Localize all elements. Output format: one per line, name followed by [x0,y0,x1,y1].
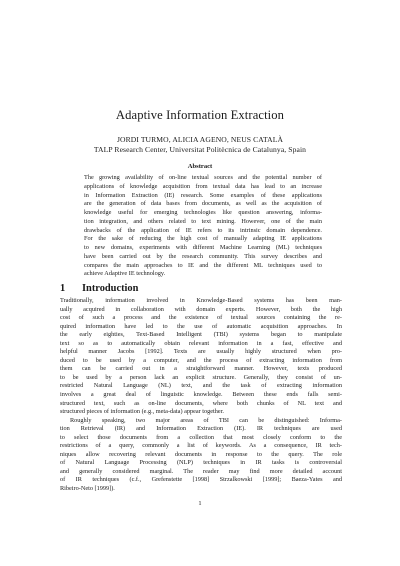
section-number: 1 [60,283,66,294]
abstract-heading: Abstract [187,163,213,170]
intro-line: to be used by a person lack an explicit structure. Generally, they consist of un- [60,373,342,381]
abstract-line: are the generation of data bases from documents, as well as the acquisition of [84,200,322,208]
intro-line: of IR techniques (c.f., Grefenstette [1998] Strzalkowski [1999]; Baeza-Yates and [60,476,342,484]
intro-line: restrictions of a query, commonly a list of keywords. As a consequence, IR tech- [60,442,342,450]
abstract-body [84,174,322,279]
intro-line: helpful manner Jacobs [1992]. Texts are usually highly structured when pro- [60,348,342,356]
abstract-line: The growing availability of on-line textual sources and the potential number of [84,174,322,181]
page-number: 1 [198,500,202,507]
intro-line: Ribeiro-Neto [1999]). [60,485,115,493]
intro-line: the early eighties, Text-Based Intelligent (TBI) systems began to manipulate [60,331,342,339]
intro-line: involves a great deal of linguistic knowledge. Between these ends falls semi- [60,391,342,399]
abstract-line: compares the main approaches to IE and the different ML techniques used to [84,261,322,269]
intro-line: quired information have led to the use of automatic acquisition approaches. In [60,322,342,330]
paper-authors: JORDI TURMO, ALICIA AGENO, NEUS CATALÀ [116,135,284,144]
intro-line: and generally considered marginal. The reader may find more detailed account [60,467,342,475]
paper-title: Adaptive Information Extraction [115,108,285,122]
abstract-line: For the sake of reducing the high cost of manually adapting IE applications [84,235,322,243]
intro-line: structured text, such as on-line documents, where both chunks of NL text and [60,399,342,407]
intro-line: Traditionally, information involved in Knowledge-Based systems has been man- [60,297,342,304]
intro-line: restricted Natural Language (NL) text, and the task of extracting information [60,382,342,390]
intro-line: them can be carried out in a straightforward manner. However, texts produced [60,365,342,373]
intro-line: structured pieces of information (e.g., meta-data) appear together. [60,408,224,416]
abstract-line: have been carried out by the research community. This survey describes and [84,252,322,260]
section-heading [60,283,138,294]
intro-line: cost of such a process and the existence of textual sources containing the re- [60,314,342,322]
intro-line: tion Retrieval (IR) and Information Extraction (IE). IR techniques are used [60,425,342,433]
abstract-line: to new domains, experiments with different Machine Learning (ML) techniques [84,244,322,251]
section-title: Introduction [82,283,139,294]
abstract-line: tion integration, and others related to text mining. However, one of the main [84,217,322,225]
intro-line: text so as to automatically obtain relevant information in a fast, effective and [60,339,342,347]
abstract-line: drawbacks of the application of IE refers to its intrinsic domain dependence. [84,226,322,234]
introduction-body [60,297,342,494]
abstract-line: achieve Adaptive IE technology. [84,270,166,278]
abstract-line: applications of knowledge acquisition from textual data has lead to an increase [84,182,322,190]
paper-affiliation: TALP Research Center, Universitat Politècnica de Catalunya, Spain [93,145,307,154]
intro-line: of Natural Language Processing (NLP) techniques in IR tasks is controversial [60,459,342,467]
abstract-line: in Information Extraction (IE) research. Some examples of these applications [84,191,322,199]
intro-line: niques allow recovering relevant documents in response to the query. The role [60,450,342,458]
intro-line: to select those documents from a collection that most closely conform to the [60,433,342,441]
abstract-line: knowledge useful for emerging technologies like question answering, informa- [84,209,322,216]
intro-line: Roughly speaking, two major areas of TBI can be distinguished: Informa- [70,416,342,424]
intro-line: duced to be used by a computer, and the process of extracting information from [60,356,342,364]
intro-line: ually acquired in collaboration with domain experts. However, both the high [60,305,342,313]
